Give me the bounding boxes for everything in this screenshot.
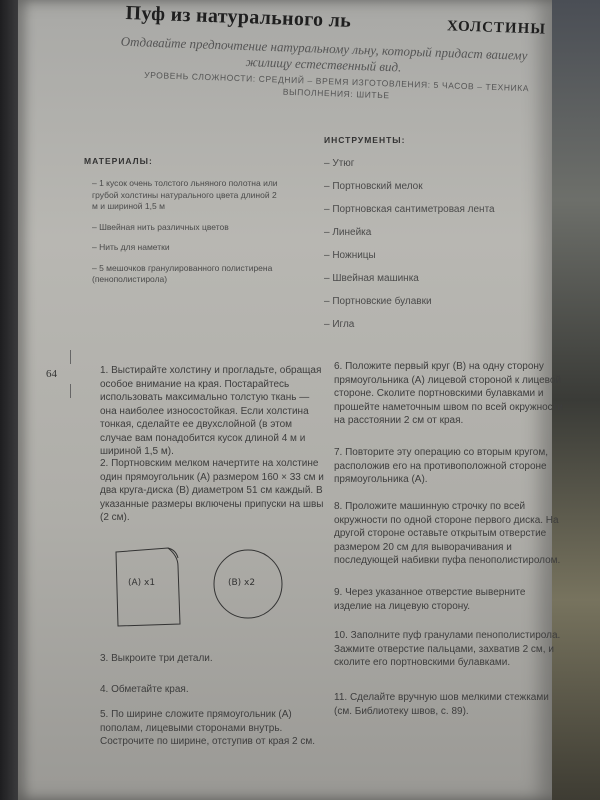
- page-title-end: ХОЛСТИНЫ: [446, 18, 547, 38]
- tools-item: – Портновские булавки: [324, 296, 432, 307]
- step-11: 11. Сделайте вручную шов мелкими стежками (см. Библиотеку швов, с. 89).: [334, 692, 549, 717]
- step-5: 5. По ширине сложите прямоугольник (А) пополам, лицевыми сторонами внутрь. Сострочите по ширине, отступив от края 2 см.: [100, 709, 315, 747]
- tools-item: – Утюг: [324, 158, 355, 169]
- tools-list: [324, 158, 544, 342]
- circle-piece-label: (B) x2: [228, 578, 256, 588]
- step-8: 8. Проложите машинную строчку по всей окружности по одной стороне первого диска. На другой стороне оставьте открытым отверстие размером 20 см для выворачивания и последующей набивки пуфа пенополистиролом.: [334, 501, 561, 566]
- step-9: 9. Через указанное отверстие выверните изделие на лицевую сторону.: [334, 587, 526, 612]
- tools-item: – Швейная машинка: [324, 273, 419, 284]
- step-10: 10. Заполните пуф гранулами пенополистирола. Зажмите отверстие пальцами, захватив 2 см, и сколите его портновскими булавками.: [334, 630, 561, 668]
- rectangle-piece-label: (A) x1: [128, 578, 156, 588]
- cutting-diagram: [108, 538, 288, 638]
- tools-item: – Портновский мелок: [324, 181, 423, 192]
- step-6: 6. Положите первый круг (B) на одну сторону прямоугольника (A) лицевой стороной к лицевой стороне. Сколите портновскими булавками и прошейте наметочным швом по всей окружности на расстоянии 2 см от края.: [334, 361, 563, 426]
- page-number: 64: [46, 368, 57, 380]
- tools-item: – Линейка: [324, 227, 372, 238]
- cutting-diagram-svg: [108, 538, 288, 638]
- materials-item: – Нить для наметки: [92, 242, 170, 252]
- tools-heading: ИНСТРУМЕНТЫ:: [324, 135, 406, 145]
- tools-item: – Портновская сантиметровая лента: [324, 204, 495, 215]
- page-number-rule-top: [70, 350, 71, 364]
- difficulty-meta: УРОВЕНЬ СЛОЖНОСТИ: СРЕДНИЙ – ВРЕМЯ ИЗГОТОВЛЕНИЯ: 5 ЧАСОВ – ТЕХНИКА ВЫПОЛНЕНИЯ: ШИТЬЕ: [144, 69, 530, 101]
- intro-text: Отдавайте предпочтение натуральному льну, который придаст вашему жилищу естественный вид.: [120, 33, 528, 75]
- materials-heading: МАТЕРИАЛЫ:: [84, 156, 153, 166]
- materials-item: – Швейная нить различных цветов: [92, 221, 229, 232]
- step-7: 7. Повторите эту операцию со вторым кругом, расположив его на противоположной стороне прямоугольника (A).: [334, 447, 548, 485]
- page-title: [125, 2, 546, 40]
- materials-list: [92, 178, 282, 295]
- tools-item: – Игла: [324, 319, 355, 330]
- page-title-start: Пуф из натурального ль: [125, 2, 352, 32]
- step-4: 4. Обметайте края.: [100, 684, 189, 695]
- materials-item: – 1 кусок очень толстого льняного полотна или грубой холстины натурального цвета длиной 2 м и шириной 1,5 м: [92, 178, 278, 211]
- book-spine-edge: [0, 0, 18, 800]
- step-3: 3. Выкроите три детали.: [100, 653, 213, 664]
- tools-item: – Ножницы: [324, 250, 376, 261]
- page-number-rule-bottom: [70, 384, 71, 398]
- step-1: 1. Выстирайте холстину и прогладьте, обращая особое внимание на края. Постарайтесь использовать максимально толстую ткань — она наиболее износостойкая. Если холстина тонкая, сделайте ее двухслойной (в этом случае вам понадобится кусок длиной 4 м и шириной 1,5 м).: [100, 365, 322, 457]
- step-2: 2. Портновским мелком начертите на холстине один прямоугольник (A) размером 160 × 33 см и два круга-диска (B) диаметром 51 см каждый. В указанные размеры включены припуски на швы (2 см).: [100, 458, 324, 523]
- materials-item: – 5 мешочков гранулированного полистирена (пенополистирола): [92, 262, 273, 284]
- book-page: [18, 0, 563, 800]
